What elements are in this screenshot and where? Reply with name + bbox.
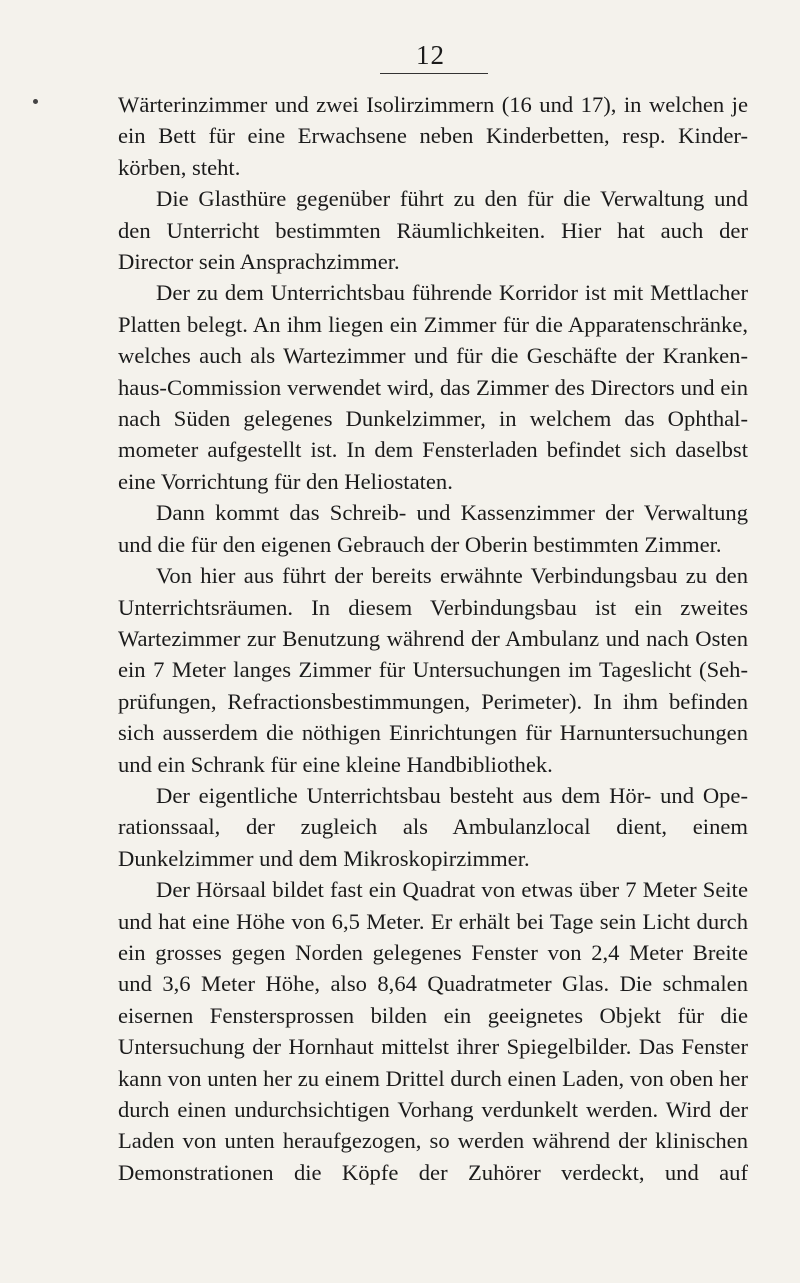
paragraph-3: Der zu dem Unterrichtsbau führende Korridor ist mit Mettlacher Platten belegt. An ihm liegen ein Zimmer für die Apparatenschränke, welches auch als Wartezimmer und für die Geschäfte der Kranken-haus-Commission verwendet wird, das Zimmer des Directors und ein nach Süden gelegenes Dunkelzimmer, in welchem das Ophthal-mometer aufgestellt ist. In dem Fensterladen befindet sich daselbst eine Vorrichtung für den Heliostaten. bbox=[118, 280, 748, 494]
body-text bbox=[118, 89, 748, 1188]
paragraph-1: Wärterinzimmer und zwei Isolirzimmern (16 und 17), in welchen je ein Bett für eine Erwachsene neben Kinderbetten, resp. Kinder-körben, steht. bbox=[118, 92, 748, 180]
paragraph-7: Der Hörsaal bildet fast ein Quadrat von etwas über 7 Meter Seite und hat eine Höhe von 6,5 Meter. Er erhält bei Tage sein Licht durch ein grosses gegen Norden gelegenes Fenster von 2,4 Meter Breite und 3,6 Meter Höhe, also 8,64 Quadratmeter Glas. Die schmalen eisernen Fenstersprossen bilden ein geeignetes Objekt für die Untersuchung der Hornhaut mittelst ihrer Spiegelbilder. Das Fenster kann von unten her zu einem Drittel durch einen Laden, von oben her durch einen undurchsichtigen Vorhang verdunkelt werden. Wird der Laden von unten heraufgezogen, so werden während der klinischen Demonstrationen die Köpfe der Zuhörer verdeckt, und auf bbox=[118, 877, 748, 1185]
page-number-rule bbox=[380, 73, 488, 74]
paragraph-5: Von hier aus führt der bereits erwähnte Verbindungsbau zu den Unterrichtsräumen. In diesem Verbindungsbau ist ein zweites Wartezimmer zur Benutzung während der Ambulanz und nach Osten ein 7 Meter langes Zimmer für Untersuchungen im Tageslicht (Seh-prüfungen, Refractionsbestimmungen, Perimeter). In ihm befinden sich ausserdem die nöthigen Einrichtungen für Harnuntersuchungen und ein Schrank für eine kleine Handbibliothek. bbox=[118, 563, 748, 777]
paragraph-4: Dann kommt das Schreib- und Kassenzimmer der Verwaltung und die für den eigenen Gebrauch der Oberin bestimmten Zimmer. bbox=[118, 500, 748, 557]
paragraph-2: Die Glasthüre gegenüber führt zu den für die Verwaltung und den Unterricht bestimmten Räumlichkeiten. Hier hat auch der Director sein Ansprachzimmer. bbox=[118, 186, 748, 275]
paragraph-6: Der eigentliche Unterrichtsbau besteht aus dem Hör- und Ope-rationssaal, der zugleich als Ambulanzlocal dient, einem Dunkelzimmer und dem Mikroskopirzimmer. bbox=[118, 782, 748, 871]
margin-dot bbox=[33, 99, 38, 104]
page-number: 12 bbox=[416, 40, 445, 70]
